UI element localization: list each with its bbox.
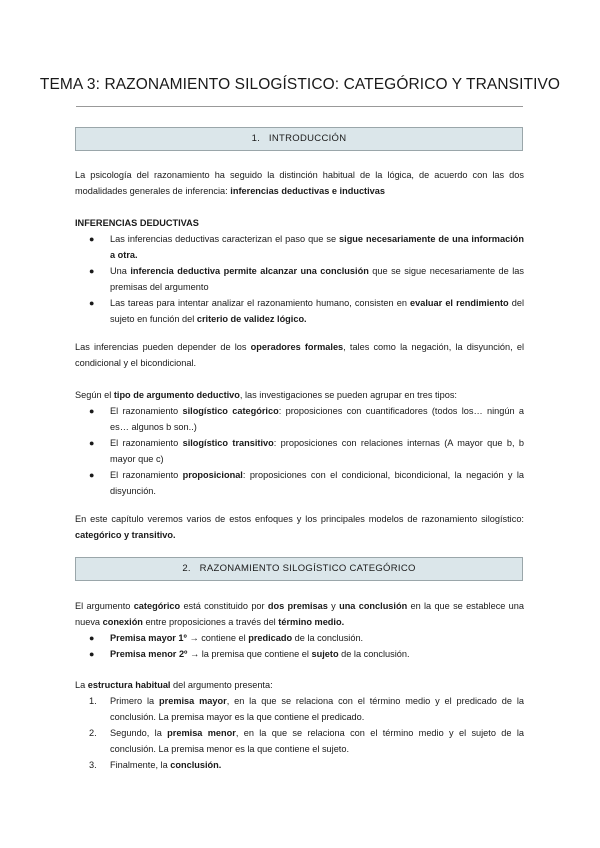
section-number: 2. xyxy=(182,563,191,574)
section-number: 1. xyxy=(251,133,261,144)
text-run: El argumento xyxy=(75,601,134,611)
text-run: : proposiciones con cuantificadores (todos los… ningún a es… algunos b son..) xyxy=(110,406,524,432)
text-run: El razonamiento xyxy=(110,438,183,448)
title-divider xyxy=(76,106,523,107)
categorical-paragraph xyxy=(75,598,524,630)
bold-run: evaluar el rendimiento xyxy=(410,298,509,308)
bold-run: inferencias deductivas e inductivas xyxy=(230,186,385,196)
bullet-icon: ● xyxy=(89,406,95,416)
bullet-icon: ● xyxy=(89,649,95,659)
deductive-bullet-list xyxy=(75,231,524,327)
text-run: está constituido por xyxy=(180,601,268,611)
bold-run: sujeto xyxy=(311,649,339,659)
structure-paragraph xyxy=(75,677,524,693)
bullet-icon: ● xyxy=(89,633,95,643)
text-run: de la conclusión. xyxy=(338,649,410,659)
premises-bullet-list xyxy=(75,630,524,662)
list-item xyxy=(75,757,524,773)
text-run: y xyxy=(327,601,340,611)
text-run: , en la que se relaciona con el término medio y el predicado de la conclusión. La premisa mayor es la que contiene el predicado. xyxy=(110,696,524,722)
list-item xyxy=(75,403,524,435)
list-item xyxy=(75,231,524,263)
section-label: INTRODUCCIÓN xyxy=(268,133,347,144)
section-header-introduccion xyxy=(75,127,523,151)
text-run: Las inferencias deductivas caracterizan el paso que se xyxy=(110,234,340,244)
bold-run: operadores formales xyxy=(250,342,344,352)
list-number: 1. xyxy=(89,696,97,706)
operators-paragraph xyxy=(75,339,524,371)
text-run: que se sigue necesariamente de las premisas del argumento xyxy=(110,266,524,292)
bullet-icon: ● xyxy=(89,266,95,276)
text-run: Las inferencias pueden depender de los xyxy=(75,342,251,352)
list-item xyxy=(75,467,524,499)
bold-run: criterio de validez lógico. xyxy=(196,314,307,324)
list-item xyxy=(75,263,524,295)
page-title: TEMA 3: RAZONAMIENTO SILOGÍSTICO: CATEGÓRICO Y TRANSITIVO xyxy=(39,76,561,93)
text-run: Segundo, la xyxy=(110,728,168,738)
text-run: El razonamiento xyxy=(110,406,183,416)
list-item xyxy=(75,725,524,757)
text-run: El razonamiento xyxy=(110,470,183,480)
bold-run: sigue necesariamente de una información a otra. xyxy=(110,234,524,260)
types-paragraph xyxy=(75,387,524,403)
bullet-icon: ● xyxy=(89,438,95,448)
text-run: , tales como la negación, la disyunción, el condicional y el bicondicional. xyxy=(75,342,524,368)
bold-run: una conclusión xyxy=(339,601,408,611)
bold-run: inferencia deductiva permite alcanzar una conclusión xyxy=(130,266,369,276)
list-item xyxy=(75,693,524,725)
bold-run: premisa menor xyxy=(167,728,236,738)
section-label: RAZONAMIENTO SILOGÍSTICO CATEGÓRICO xyxy=(199,563,416,574)
deductive-heading: INFERENCIAS DEDUCTIVAS xyxy=(75,218,199,228)
bold-run: dos premisas xyxy=(267,601,328,611)
types-bullet-list xyxy=(75,403,524,499)
text-run: entre proposiciones a través del xyxy=(142,617,279,627)
chapter-paragraph xyxy=(75,511,524,543)
list-item xyxy=(75,435,524,467)
structure-numbered-list xyxy=(75,693,524,773)
section-header-categorico xyxy=(75,557,523,581)
bold-run: conclusión. xyxy=(170,760,222,770)
text-run: La xyxy=(75,680,88,690)
bullet-icon: ● xyxy=(89,298,95,308)
text-run: , en la que se relaciona con el término medio y el sujeto de la conclusión. La premisa menor es la que contiene el sujeto. xyxy=(110,728,524,754)
bold-run: categórico y transitivo. xyxy=(75,530,176,540)
bold-run: silogístico categórico xyxy=(182,406,279,416)
bullet-icon: ● xyxy=(89,470,95,480)
bold-run: silogístico transitivo xyxy=(182,438,274,448)
text-run: de la conclusión. xyxy=(292,633,364,643)
bold-run: conexión xyxy=(102,617,143,627)
bold-run: Premisa menor 2º xyxy=(110,649,188,659)
text-run: : proposiciones con relaciones internas (A mayor que b, b mayor que c) xyxy=(110,438,524,464)
text-run: → contiene el xyxy=(186,633,249,643)
list-item xyxy=(75,646,524,662)
text-run: Primero la xyxy=(110,696,160,706)
bold-run: término medio. xyxy=(278,617,345,627)
text-run: Una xyxy=(110,266,131,276)
text-run: del sujeto en función del xyxy=(110,298,524,324)
intro-paragraph xyxy=(75,167,524,199)
text-run: La psicología del razonamiento ha seguido la distinción habitual de la lógica, de acuerdo con las dos modalidades generales de inferencia: xyxy=(75,170,524,196)
text-run: : proposiciones con el condicional, bicondicional, la negación y la disyunción. xyxy=(110,470,524,496)
list-number: 3. xyxy=(89,760,97,770)
text-run: en la que se establece una nueva xyxy=(75,601,525,627)
bold-run: tipo de argumento deductivo xyxy=(113,390,240,400)
text-run: Las tareas para intentar analizar el razonamiento humano, consisten en xyxy=(110,298,411,308)
text-run: del argumento presenta: xyxy=(170,680,273,690)
text-run: Finalmente, la xyxy=(110,760,171,770)
bold-run: categórico xyxy=(133,601,181,611)
list-number: 2. xyxy=(89,728,97,738)
text-run: , las investigaciones se pueden agrupar en tres tipos: xyxy=(239,390,457,400)
bold-run: predicado xyxy=(248,633,293,643)
text-run: → la premisa que contiene el xyxy=(187,649,312,659)
bold-run: premisa mayor xyxy=(159,696,227,706)
list-item xyxy=(75,630,524,646)
bullet-icon: ● xyxy=(89,234,95,244)
text-run: Según el xyxy=(75,390,114,400)
bold-run: proposicional xyxy=(182,470,243,480)
text-run: En este capítulo veremos varios de estos enfoques y los principales modelos de razonamiento silogístico: xyxy=(75,514,524,524)
list-item xyxy=(75,295,524,327)
bold-run: estructura habitual xyxy=(87,680,171,690)
bold-run: Premisa mayor 1º xyxy=(110,633,187,643)
